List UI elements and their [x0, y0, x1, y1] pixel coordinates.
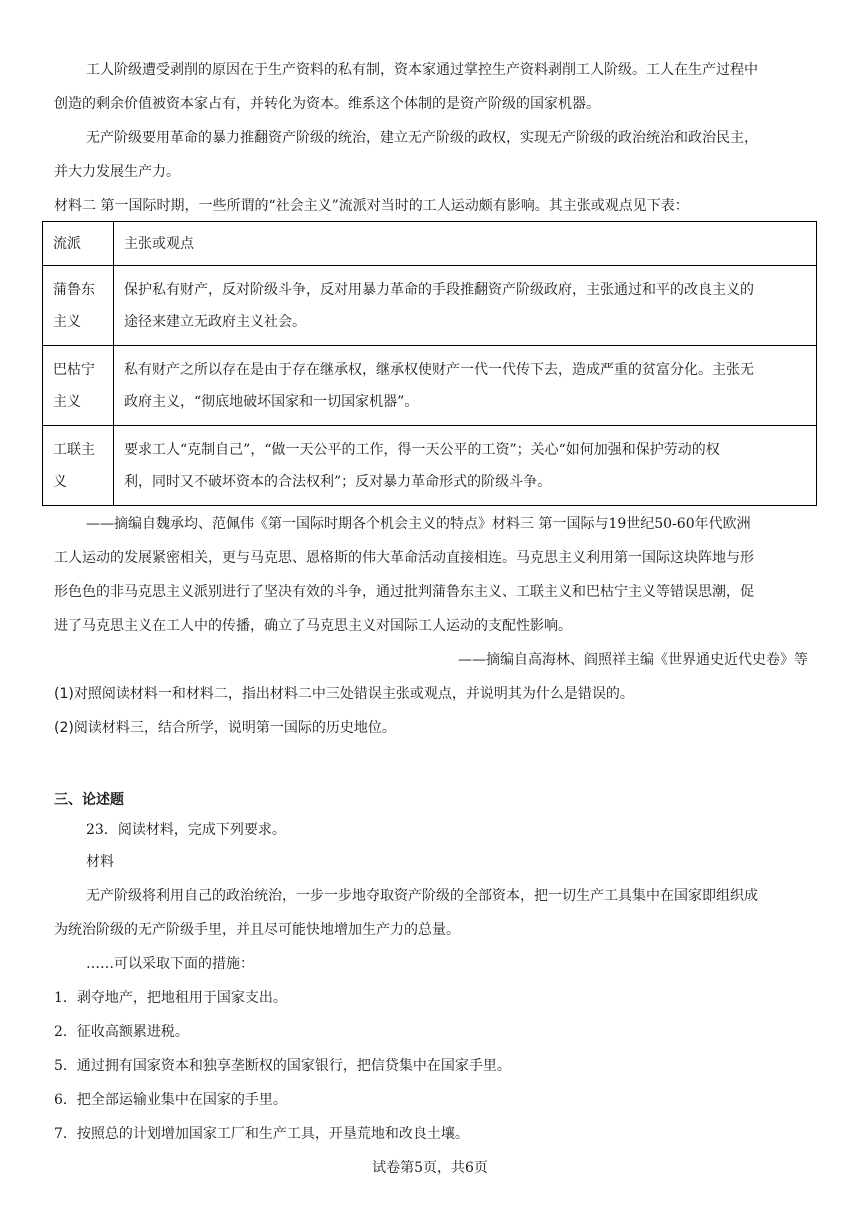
material3-line3: 形色色的非马克思主义派别进行了坚决有效的斗争，通过批判蒲鲁东主义、工联主义和巴枯宁主义等错误思潮，促	[54, 584, 754, 600]
measures-intro: ……可以采取下面的措施：	[86, 956, 254, 972]
material2-source: ——摘编自魏承均、范佩伟《第一国际时期各个机会主义的特点》材料三 第一国际与19世纪50-60年代欧洲	[86, 516, 751, 532]
measure-item: 6．把全部运输业集中在国家的手里。	[54, 1092, 287, 1108]
school-cell: 巴枯宁 主义	[43, 346, 114, 426]
table-header-row	[43, 222, 817, 266]
question-2: (2)阅读材料三，结合所学，说明第一国际的历史地位。	[54, 720, 396, 736]
material1-para2-line2: 并大力发展生产力。	[54, 164, 180, 180]
section3-para-line2: 为统治阶级的无产阶级手里，并且尽可能快地增加生产力的总量。	[54, 922, 460, 938]
material3-line4: 进了马克思主义在工人中的传播，确立了马克思主义对国际工人运动的支配性影响。	[54, 618, 572, 634]
page-footer: 试卷第5页，共6页	[372, 1160, 488, 1176]
school-cell: 蒲鲁东 主义	[43, 266, 114, 346]
measure-item: 7．按照总的计划增加国家工厂和生产工具，开垦荒地和改良土壤。	[54, 1126, 469, 1142]
table-header-school: 流派	[43, 222, 114, 266]
material2-intro: 材料二 第一国际时期，一些所谓的“社会主义”流派对当时的工人运动颇有影响。其主张或观点见下表：	[54, 198, 689, 214]
material-label: 材料	[86, 854, 114, 870]
school-cell: 工联主 义	[43, 426, 114, 506]
section-heading: 三、论述题	[54, 792, 124, 808]
material1-para1-line1: 工人阶级遭受剥削的原因在于生产资料的私有制，资本家通过掌控生产资料剥削工人阶级。工人在生产过程中	[86, 62, 758, 78]
question-1: (1)对照阅读材料一和材料二，指出材料二中三处错误主张或观点，并说明其为什么是错误的。	[54, 686, 634, 702]
measure-item: 2．征收高额累进税。	[54, 1024, 189, 1040]
material1-para2-line1: 无产阶级要用革命的暴力推翻资产阶级的统治，建立无产阶级的政权，实现无产阶级的政治统治和政治民主，	[86, 130, 758, 146]
view-cell: 私有财产之所以存在是由于存在继承权，继承权使财产一代一代传下去，造成严重的贫富分化。主张无 政府主义，“彻底地破坏国家和一切国家机器”。	[114, 346, 817, 426]
material1-para1-line2: 创造的剩余价值被资本家占有，并转化为资本。维系这个体制的是资产阶级的国家机器。	[54, 96, 600, 112]
view-cell: 保护私有财产，反对阶级斗争，反对用暴力革命的手段推翻资产阶级政府，主张通过和平的改良主义的 途径来建立无政府主义社会。	[114, 266, 817, 346]
schools-table	[42, 221, 817, 506]
table-row	[43, 346, 817, 426]
material3-line2: 工人运动的发展紧密相关，更与马克思、恩格斯的伟大革命活动直接相连。马克思主义利用第一国际这块阵地与形	[54, 550, 754, 566]
material3-source: ——摘编自高海林、阎照祥主编《世界通史近代史卷》等	[458, 652, 808, 668]
measure-item: 5．通过拥有国家资本和独享垄断权的国家银行，把信贷集中在国家手里。	[54, 1058, 511, 1074]
section3-para-line1: 无产阶级将利用自己的政治统治，一步一步地夺取资产阶级的全部资本，把一切生产工具集中在国家即组织成	[86, 888, 758, 904]
question-23: 23．阅读材料，完成下列要求。	[86, 822, 286, 838]
view-cell: 要求工人“克制自己”，“做一天公平的工作，得一天公平的工资”；关心“如何加强和保护劳动的权 利，同时又不破坏资本的合法权利”；反对暴力革命形式的阶级斗争。	[114, 426, 817, 506]
table-header-view: 主张或观点	[114, 222, 817, 266]
measure-item: 1．剥夺地产，把地租用于国家支出。	[54, 990, 287, 1006]
table-row	[43, 266, 817, 346]
table-row	[43, 426, 817, 506]
